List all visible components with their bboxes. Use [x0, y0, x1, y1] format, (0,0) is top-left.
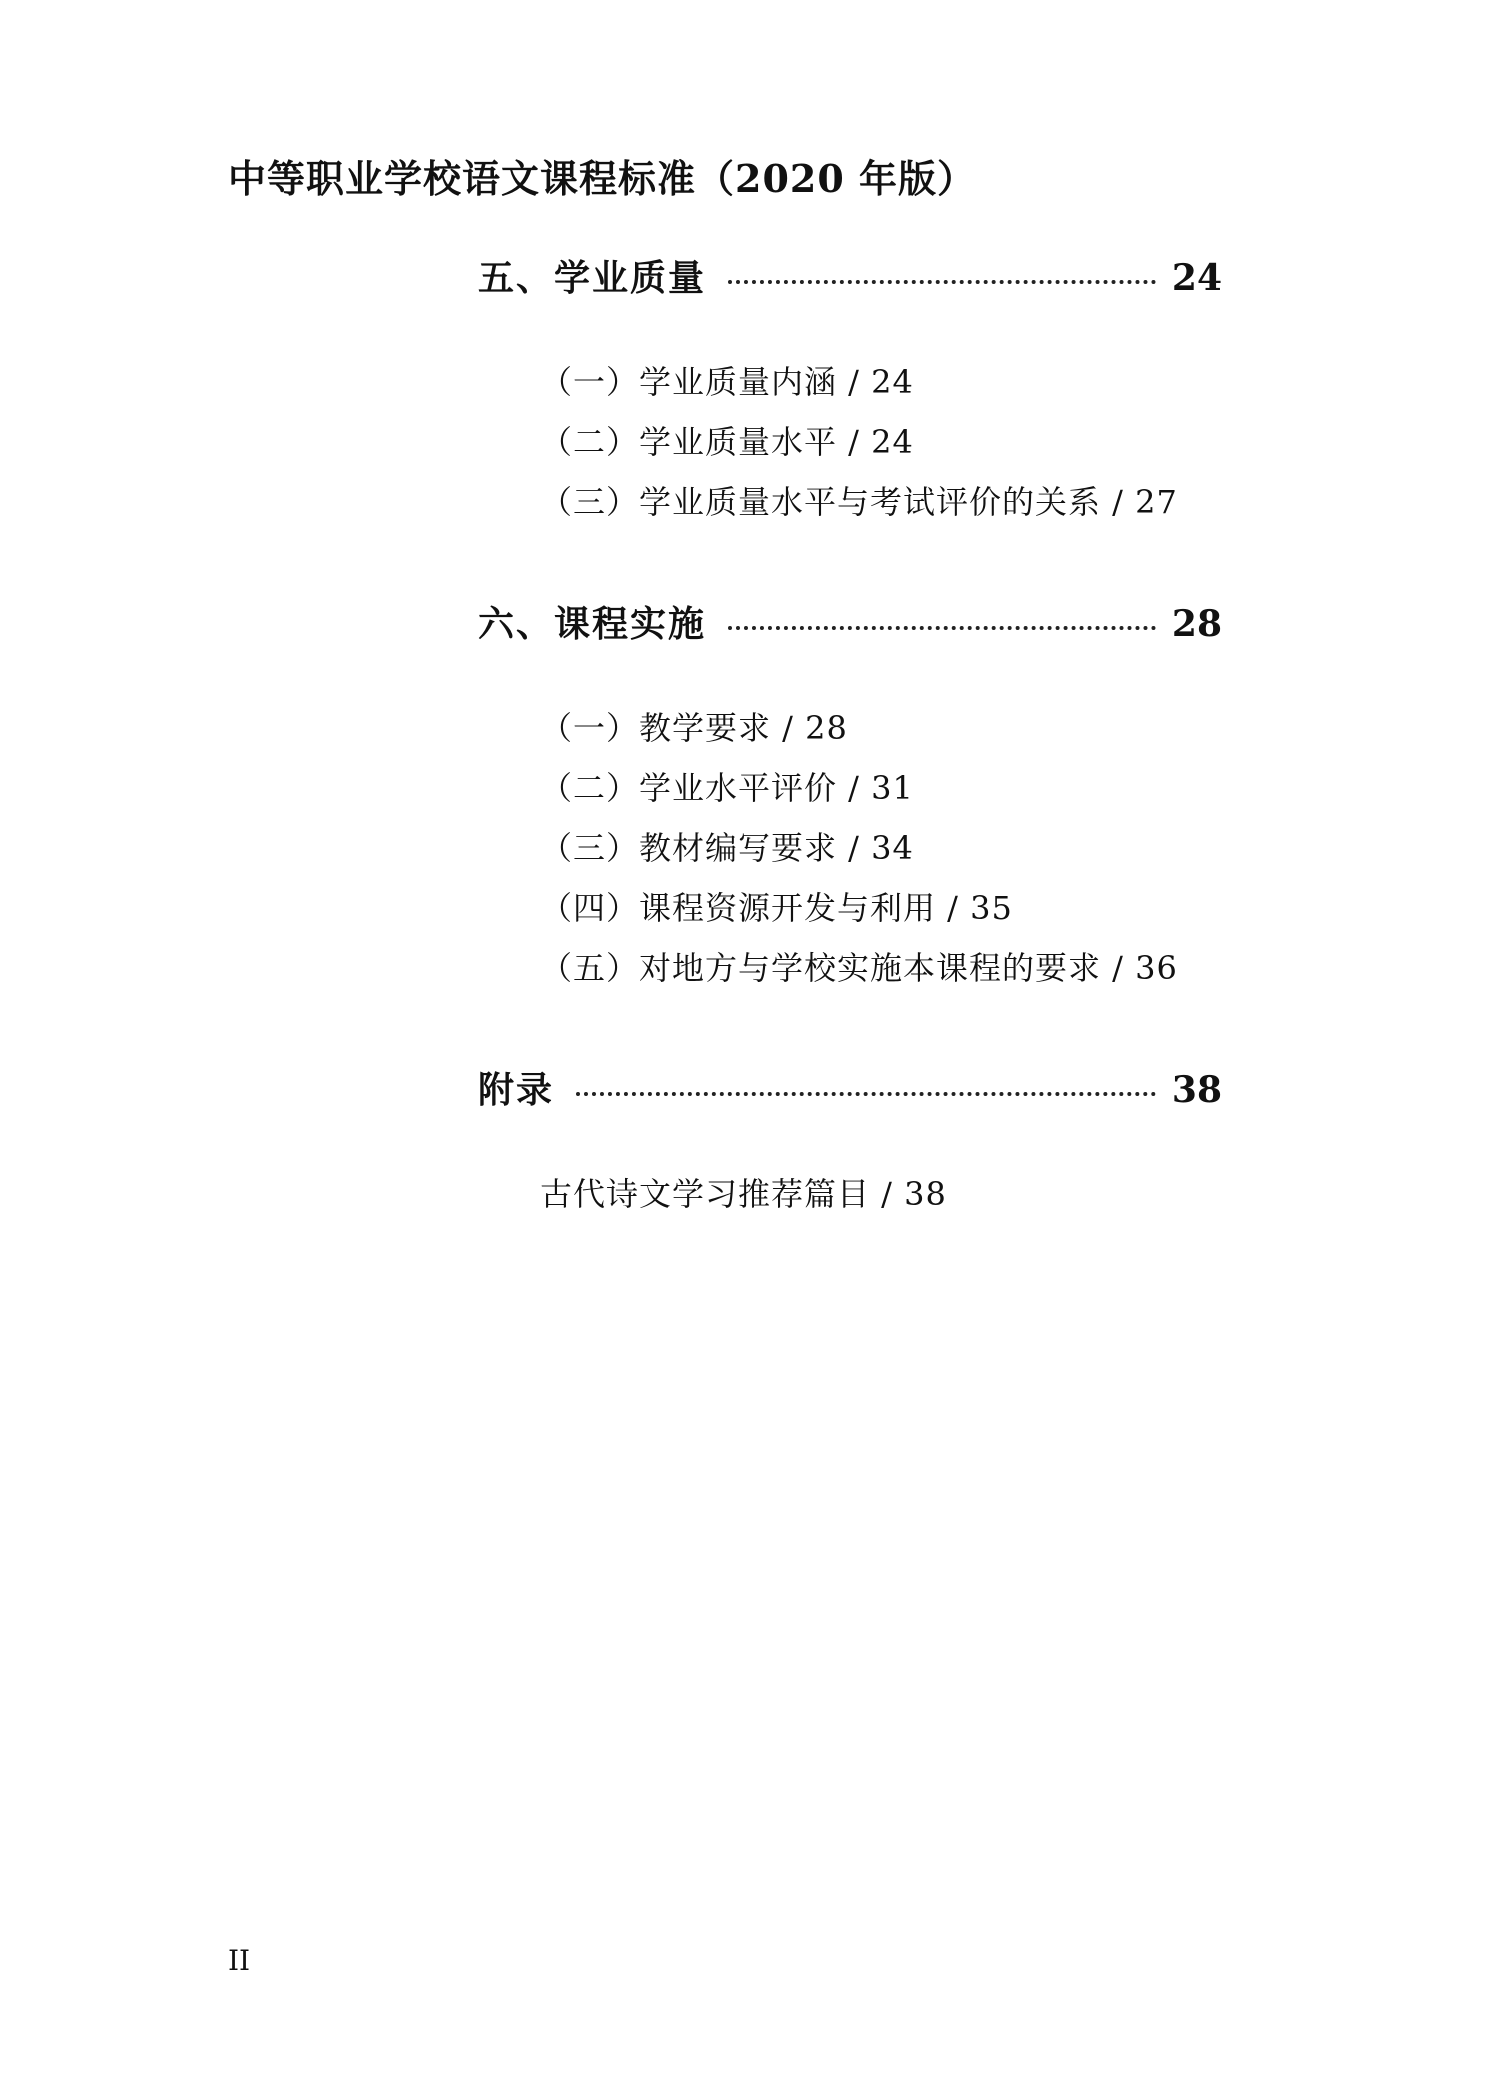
toc-heading[interactable] — [478, 598, 1222, 650]
toc-section-appendix — [478, 1064, 1222, 1224]
running-head: 中等职业学校语文课程标准（2020 年版） — [228, 156, 976, 201]
toc-sub-item[interactable]: 古代诗文学习推荐篇目 / 38 — [540, 1175, 947, 1213]
toc-heading-page: 28 — [1171, 603, 1222, 645]
toc-heading-title: 附录 — [478, 1069, 555, 1111]
page-number: II — [228, 1944, 251, 1977]
toc-heading[interactable] — [478, 252, 1222, 304]
toc-sub-item[interactable]: （五）对地方与学校实施本课程的要求 / 36 — [540, 949, 1178, 987]
toc-sub-list — [540, 352, 1222, 532]
toc-section-quality — [478, 252, 1222, 532]
dot-leader — [576, 1092, 1156, 1096]
toc-sub-item[interactable]: （一）教学要求 / 28 — [540, 709, 848, 747]
dot-leader — [728, 280, 1156, 284]
toc-sub-item[interactable]: （二）学业水平评价 / 31 — [540, 769, 914, 807]
table-of-contents — [478, 252, 1222, 1290]
toc-heading-page: 38 — [1171, 1069, 1222, 1111]
toc-sub-item[interactable]: （三）教材编写要求 / 34 — [540, 829, 914, 867]
toc-sub-item[interactable]: （一）学业质量内涵 / 24 — [540, 363, 914, 401]
toc-sub-list — [540, 698, 1222, 998]
toc-heading-title: 五、学业质量 — [478, 257, 707, 299]
toc-heading-title: 六、课程实施 — [478, 603, 707, 645]
toc-sub-item[interactable]: （三）学业质量水平与考试评价的关系 / 27 — [540, 483, 1178, 521]
dot-leader — [728, 626, 1156, 630]
toc-sub-list — [540, 1164, 1222, 1224]
toc-heading[interactable] — [478, 1064, 1222, 1116]
toc-heading-page: 24 — [1171, 257, 1222, 299]
toc-section-implementation — [478, 598, 1222, 998]
toc-sub-item[interactable]: （二）学业质量水平 / 24 — [540, 423, 914, 461]
toc-sub-item[interactable]: （四）课程资源开发与利用 / 35 — [540, 889, 1013, 927]
